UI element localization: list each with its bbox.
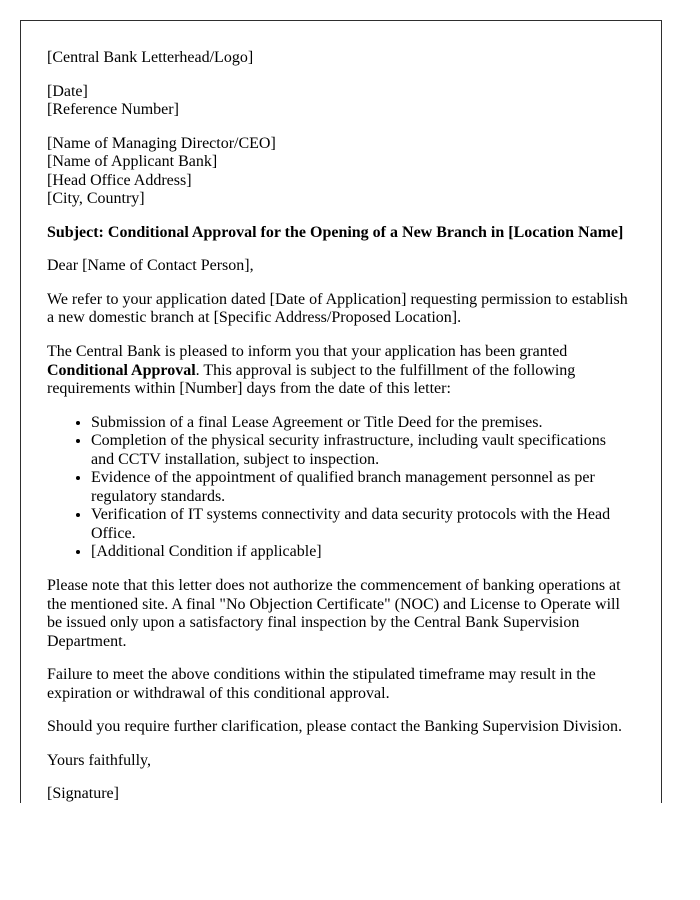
contact-paragraph: Should you require further clarification, please contact the Banking Supervision Division. <box>47 718 622 736</box>
condition-item: • Evidence of the appointment of qualified branch management personnel as per regulatory standards. <box>91 469 631 506</box>
no-authorization-paragraph: Please note that this letter does not authorize the commencement of banking operations at the mentioned site. A final "No Objection Certificate" (NOC) and License to Operate will be issued only upon a satisfactory final inspection by the Central Bank Supervision Department. <box>47 577 621 650</box>
condition-item: • Completion of the physical security infrastructure, including vault specifications and CCTV installation, subject to inspection. <box>91 432 631 469</box>
recipient-name-line: [Name of Managing Director/CEO] <box>47 134 276 152</box>
salutation: Dear [Name of Contact Person], <box>47 257 254 275</box>
recipient-bank-line: [Name of Applicant Bank] <box>47 153 218 171</box>
subject-line: Subject: Conditional Approval for the Opening of a New Branch in [Location Name] <box>47 223 624 241</box>
letterhead-placeholder: [Central Bank Letterhead/Logo] <box>47 49 254 66</box>
approval-paragraph-before: The Central Bank is pleased to inform you that your application has been granted <box>47 343 568 361</box>
conditions-list <box>47 414 631 562</box>
condition-item: • Verification of IT systems connectivity and data security protocols with the Head Office. <box>91 506 631 543</box>
date-placeholder: [Date] <box>47 82 88 100</box>
approval-paragraph <box>47 343 631 399</box>
recipient-address-block <box>47 135 631 209</box>
condition-item: • [Additional Condition if applicable] <box>91 543 631 562</box>
failure-paragraph: Failure to meet the above conditions within the stipulated timeframe may result in the expiration or withdrawal of this conditional approval. <box>47 666 596 702</box>
approval-paragraph-after: . This approval is subject to the fulfillment of the following requirements within [Number] days from the date of this letter: <box>47 361 576 398</box>
closing-line: Yours faithfully, <box>47 751 152 769</box>
signature-placeholder: [Signature] <box>47 785 119 803</box>
date-reference-block <box>47 83 631 120</box>
recipient-office-line: [Head Office Address] <box>47 171 192 189</box>
reference-number-placeholder: [Reference Number] <box>47 101 179 119</box>
approval-paragraph-bold: Conditional Approval <box>47 361 196 379</box>
recipient-city-line: [City, Country] <box>47 190 145 208</box>
intro-paragraph: We refer to your application dated [Date of Application] requesting permission to establish a new domestic branch at [Specific Address/Proposed Location]. <box>47 290 628 327</box>
letter-container <box>20 20 662 803</box>
condition-item: • Submission of a final Lease Agreement or Title Deed for the premises. <box>91 414 631 433</box>
